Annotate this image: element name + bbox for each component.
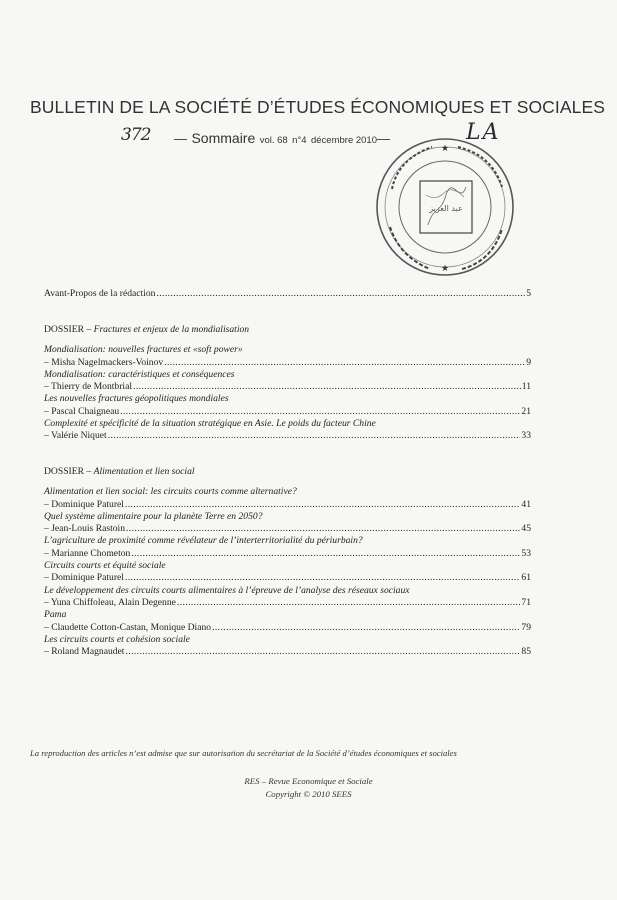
article-entry [44,622,531,634]
article-title: Quel système alimentaire pour la planète Terre en 2050? [44,510,263,522]
article-author: – Valérie Niquet [44,430,107,442]
article-author: – Marianne Chometon [44,547,131,559]
article-page: 9 [526,356,531,368]
article-title: Les nouvelles fractures géopolitiques mondiales [44,393,229,405]
article-title: Le développement des circuits courts alimentaires à l’épreuve de l’analyse des réseaux sociaux [44,584,410,596]
issue-date: décembre 2010 [310,135,378,146]
article-author: – Pascal Chaigneau [44,405,120,417]
library-stamp-icon [370,135,520,285]
dossier-label: DOSSIER [44,466,84,477]
article-page: 53 [521,547,531,559]
article-entry [44,523,531,535]
article-entry [44,381,531,393]
article-author: – Jean-Louis Rastoin [44,523,126,535]
article-title: Alimentation et lien social: les circuits courts comme alternative? [44,486,297,498]
article-page: 11 [521,381,531,393]
avant-propos-page: 5 [526,288,531,299]
article-entry [44,499,531,511]
dossier-heading: DOSSIER – Fractures et enjeux de la mondialisation [44,324,250,335]
dossier-heading: DOSSIER – Alimentation et lien social [44,466,195,477]
dossier-theme: Alimentation et lien social [93,466,195,477]
article-page: 79 [521,621,531,633]
article-entry [44,430,531,442]
article-author: – Thierry de Montbrial [44,381,133,393]
svg-text:★: ★ [440,144,450,154]
article-page: 85 [521,646,531,658]
article-author: – Yuna Chiffoleau, Alain Degenne [44,596,176,608]
article-author: – Misha Nagelmackers-Voinov [44,356,164,368]
article-author: – Dominique Paturel [44,572,124,584]
avant-propos-section [44,288,531,300]
journal-title: BULLETIN DE LA SOCIÉTÉ D’ÉTUDES ÉCONOMIQUES ET SOCIALES [30,97,606,117]
avant-propos-entry [44,288,531,300]
footer-line-2: Copyright © 2010 SEES [265,789,352,799]
dossier-section-2 [44,466,531,658]
issue-number: n°4 [292,135,307,146]
article-entry [44,646,531,658]
article-title: Pama [44,609,67,621]
article-page: 71 [521,596,531,608]
article-page: 21 [521,405,531,417]
article-entry [44,406,531,418]
issue-dash-end: — [377,131,391,146]
handwritten-number: 372 [121,125,151,145]
article-page: 45 [521,523,531,535]
dossier-section-1 [44,324,531,443]
article-author: – Claudette Cotton-Castan, Monique Diano [44,621,212,633]
article-title: L’agriculture de proximité comme révélateur de l’interterritorialité du périurbain? [44,535,363,547]
stamp-inner-text: عبد العزيز [429,204,463,213]
article-title: Les circuits courts et cohésion sociale [44,633,190,645]
article-page: 61 [521,572,531,584]
article-title: Mondialisation: caractéristiques et conséquences [44,368,235,380]
sommaire-label: Sommaire [191,130,256,146]
avant-propos-label: Avant-Propos de la rédaction [44,288,156,299]
article-entry [44,597,531,609]
article-title: Circuits courts et équité sociale [44,560,166,572]
article-entry [44,357,531,369]
handwritten-initials: LA [466,120,501,145]
article-page: 33 [521,430,531,442]
article-entry [44,572,531,584]
svg-text:★: ★ [440,264,450,274]
article-entry [44,548,531,560]
article-author: – Dominique Paturel [44,498,124,510]
article-author: – Roland Magnaudet [44,646,125,658]
issue-line [174,130,390,148]
issue-dash: — [174,131,187,146]
footer-line-1: RES – Revue Economique et Sociale [244,776,373,786]
article-title: Complexité et spécificité de la situation stratégique en Asie. Le poids du facteur Chine [44,418,376,430]
dossier-theme: Fractures et enjeux de la mondialisation [93,324,250,335]
reproduction-notice: La reproduction des articles n’est admise que sur autorisation du secrétariat de la Société d’études économiques et sociales [30,748,457,758]
issue-volume: vol. 68 [259,135,288,146]
dossier-label: DOSSIER [44,324,84,335]
article-title: Mondialisation: nouvelles fractures et «soft power» [44,344,243,356]
article-page: 41 [521,498,531,510]
